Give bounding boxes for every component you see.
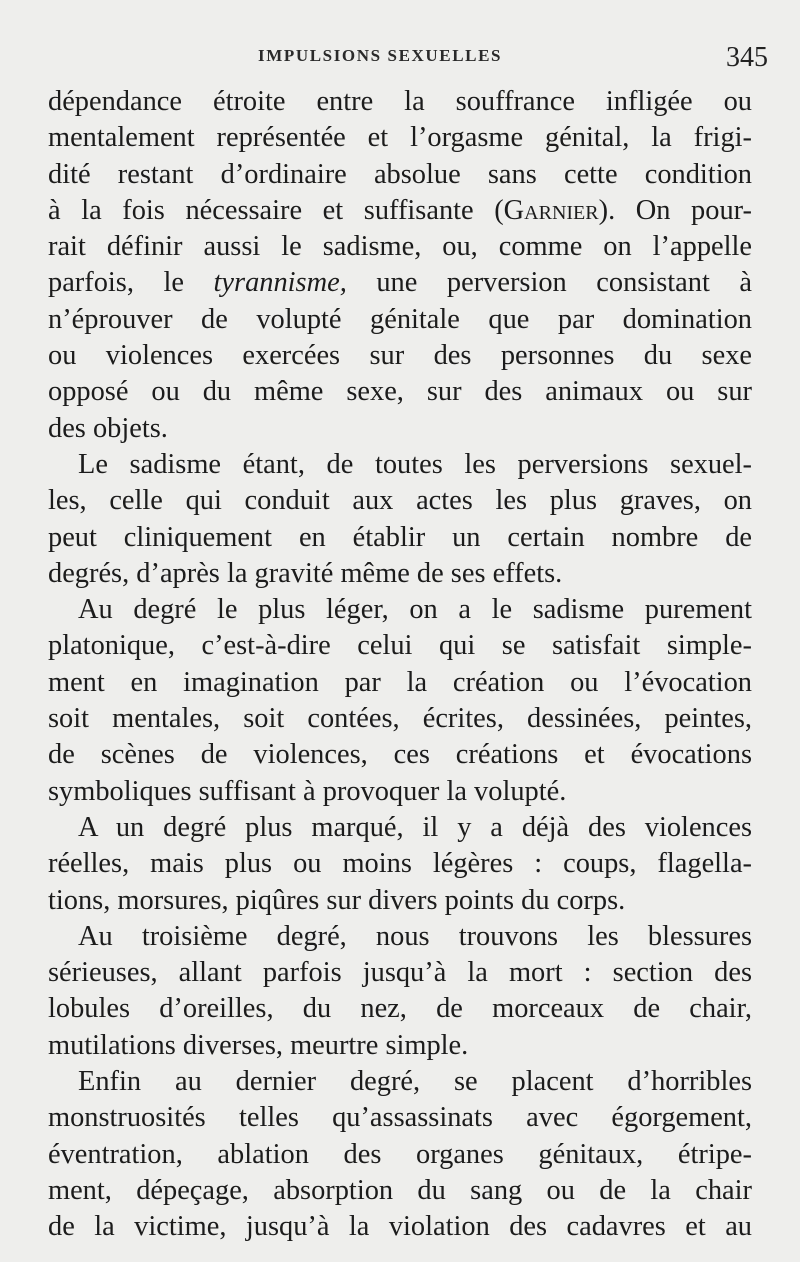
text-line bbox=[48, 265, 752, 301]
text-line: ou violences exercées sur des personnes du sexe bbox=[48, 340, 752, 372]
text-line: ment, dépeçage, absorption du sang ou de la chair bbox=[48, 1174, 752, 1206]
text-segment: à la fois nécessaire et suffisante ( bbox=[48, 194, 504, 226]
text-line: tions, morsures, piqûres sur divers points du corps. bbox=[48, 884, 626, 916]
text-line: platonique, c’est-à-dire celui qui se satisfait simple- bbox=[48, 630, 752, 662]
text-segment: une perversion consistant à bbox=[346, 267, 752, 299]
paragraph-second-degree bbox=[48, 810, 752, 919]
text-segment: parfois, le bbox=[48, 267, 214, 299]
text-line: de scènes de violences, ces créations et évocations bbox=[48, 739, 752, 771]
text-line: mentalement représentée et l’orgasme génital, la frigi- bbox=[48, 122, 752, 154]
text-line: degrés, d’après la gravité même de ses effets. bbox=[48, 557, 563, 589]
body-text bbox=[48, 84, 752, 1246]
text-line: sérieuses, allant parfois jusqu’à la mort : section des bbox=[48, 957, 752, 989]
running-head bbox=[0, 42, 800, 78]
paragraph-sadism-definition bbox=[48, 84, 752, 447]
page-number: 345 bbox=[726, 42, 768, 73]
text-line: dépendance étroite entre la souffrance infligée ou bbox=[48, 86, 752, 117]
text-line: opposé ou du même sexe, sur des animaux ou sur bbox=[48, 376, 752, 408]
text-line: réelles, mais plus ou moins légères : coups, flagella- bbox=[48, 848, 752, 880]
paragraph-last-degree bbox=[48, 1064, 752, 1245]
text-line: des objets. bbox=[48, 412, 168, 444]
text-line: ment en imagination par la création ou l’évocation bbox=[48, 666, 752, 698]
text-line: n’éprouver de volupté génitale que par domination bbox=[48, 303, 752, 335]
text-line: rait définir aussi le sadisme, ou, comme on l’appelle bbox=[48, 231, 752, 263]
author-name-garnier: Garnier bbox=[503, 194, 599, 226]
text-line: mutilations diverses, meurtre simple. bbox=[48, 1029, 469, 1061]
italic-term-tyrannisme: tyrannisme, bbox=[213, 267, 347, 299]
running-title: IMPULSIONS SEXUELLES bbox=[258, 46, 503, 65]
text-line: éventration, ablation des organes génitaux, étripe- bbox=[48, 1138, 752, 1170]
text-line: Enfin au dernier degré, se placent d’horribles bbox=[78, 1066, 752, 1098]
text-line: monstruosités telles qu’assassinats avec égorgement, bbox=[48, 1102, 752, 1134]
text-line: Au degré le plus léger, on a le sadisme purement bbox=[78, 594, 752, 626]
text-line: dité restant d’ordinaire absolue sans cette condition bbox=[48, 158, 752, 190]
paragraph-first-degree bbox=[48, 592, 752, 810]
text-line: les, celle qui conduit aux actes les plus graves, on bbox=[48, 485, 752, 517]
text-line: Au troisième degré, nous trouvons les blessures bbox=[78, 920, 752, 952]
paragraph-third-degree bbox=[48, 919, 752, 1064]
text-line: symboliques suffisant à provoquer la volupté. bbox=[48, 775, 567, 807]
text-line: lobules d’oreilles, du nez, de morceaux de chair, bbox=[48, 993, 752, 1025]
text-line: Le sadisme étant, de toutes les perversions sexuel- bbox=[78, 448, 752, 480]
text-line: de la victime, jusqu’à la violation des cadavres et au bbox=[48, 1211, 752, 1243]
text-segment: ). On pour- bbox=[598, 194, 752, 226]
text-line bbox=[48, 193, 752, 229]
text-line: A un degré plus marqué, il y a déjà des violences bbox=[78, 811, 752, 843]
text-line: peut cliniquement en établir un certain nombre de bbox=[48, 521, 752, 553]
text-line: soit mentales, soit contées, écrites, dessinées, peintes, bbox=[48, 703, 752, 735]
paragraph-degrees-intro bbox=[48, 447, 752, 592]
